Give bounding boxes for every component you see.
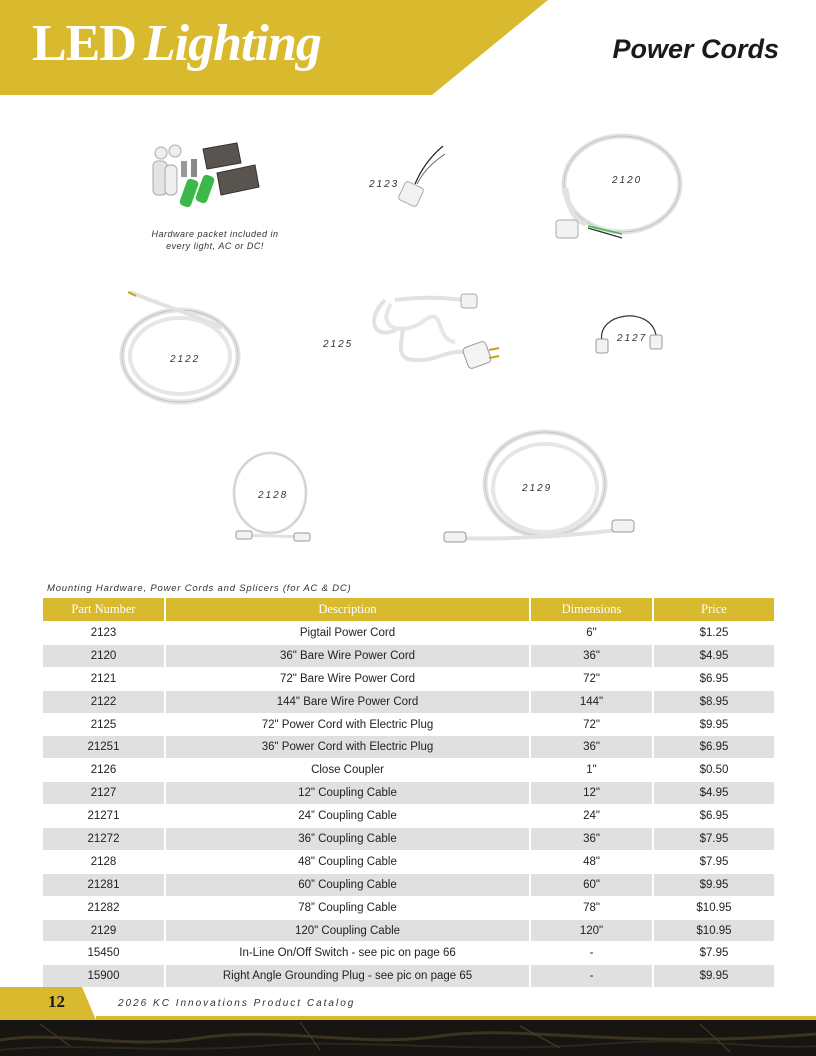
price-cell: $10.95 [653, 919, 774, 942]
part-number-cell: 2129 [43, 919, 165, 942]
product-2122-image [118, 290, 243, 410]
table-row [43, 942, 774, 965]
dimensions-cell: 60" [530, 873, 653, 896]
part-number-cell: 21272 [43, 828, 165, 851]
brand-logo [32, 14, 321, 74]
description-cell: 48" Coupling Cable [165, 850, 530, 873]
dimensions-cell: 36" [530, 736, 653, 759]
table-row [43, 805, 774, 828]
label-2128: 2128 [258, 490, 289, 501]
part-number-cell: 21251 [43, 736, 165, 759]
dimensions-cell: 12" [530, 782, 653, 805]
price-cell: $9.95 [653, 713, 774, 736]
price-cell: $7.95 [653, 850, 774, 873]
table-caption: Mounting Hardware, Power Cords and Splicers (for AC & DC) [47, 583, 352, 594]
label-2129: 2129 [522, 483, 553, 494]
part-number-cell: 21282 [43, 896, 165, 919]
product-2123-image [395, 140, 455, 210]
catalog-title: 2026 KC Innovations Product Catalog [118, 998, 356, 1009]
table-header-row [43, 598, 774, 622]
price-cell: $10.95 [653, 896, 774, 919]
price-cell: $9.95 [653, 873, 774, 896]
table-row [43, 965, 774, 987]
description-cell: 120" Coupling Cable [165, 919, 530, 942]
dimensions-cell: 24" [530, 805, 653, 828]
description-cell: Pigtail Power Cord [165, 622, 530, 645]
brand-word-lighting: Lighting [143, 15, 321, 72]
label-2125: 2125 [323, 339, 354, 350]
parts-table [43, 598, 774, 987]
table-row [43, 759, 774, 782]
description-cell: 12" Coupling Cable [165, 782, 530, 805]
table-row [43, 919, 774, 942]
description-cell: 60” Coupling Cable [165, 873, 530, 896]
description-cell: 72" Bare Wire Power Cord [165, 667, 530, 690]
page-title: Power Cords [612, 34, 779, 64]
dimensions-cell: - [530, 965, 653, 987]
part-number-cell: 2120 [43, 644, 165, 667]
table-row [43, 690, 774, 713]
part-number-cell: 2126 [43, 759, 165, 782]
table-row [43, 828, 774, 851]
label-2127: 2127 [617, 333, 648, 344]
part-number-cell: 2127 [43, 782, 165, 805]
part-number-cell: 2123 [43, 622, 165, 645]
price-cell: $4.95 [653, 644, 774, 667]
part-number-cell: 2122 [43, 690, 165, 713]
price-cell: $0.50 [653, 759, 774, 782]
part-number-cell: 2128 [43, 850, 165, 873]
part-number-cell: 2121 [43, 667, 165, 690]
dimensions-cell: 78" [530, 896, 653, 919]
label-2123: 2123 [369, 179, 400, 190]
product-2120-image [552, 128, 687, 248]
price-cell: $1.25 [653, 622, 774, 645]
dimensions-cell: 120" [530, 919, 653, 942]
description-cell: 78” Coupling Cable [165, 896, 530, 919]
price-cell: $4.95 [653, 782, 774, 805]
description-cell: Right Angle Grounding Plug - see pic on page 65 [165, 965, 530, 987]
hardware-caption: Hardware packet included in every light, AC or DC! [151, 229, 279, 251]
decorative-bottom-strip [0, 1020, 816, 1056]
dimensions-cell: 1" [530, 759, 653, 782]
part-number-cell: 21281 [43, 873, 165, 896]
part-number-cell: 2125 [43, 713, 165, 736]
header-dimensions: Dimensions [530, 598, 653, 622]
dimensions-cell: 72" [530, 667, 653, 690]
table-row [43, 667, 774, 690]
table-row [43, 850, 774, 873]
table-row [43, 873, 774, 896]
dimensions-cell: 48" [530, 850, 653, 873]
description-cell: 24” Coupling Cable [165, 805, 530, 828]
price-cell: $6.95 [653, 667, 774, 690]
part-number-cell: 21271 [43, 805, 165, 828]
label-2120: 2120 [612, 175, 643, 186]
table-row [43, 736, 774, 759]
header-description: Description [165, 598, 530, 622]
part-number-cell: 15450 [43, 942, 165, 965]
price-cell: $7.95 [653, 828, 774, 851]
part-number-cell: 15900 [43, 965, 165, 987]
table-row [43, 782, 774, 805]
description-cell: 36" Power Cord with Electric Plug [165, 736, 530, 759]
product-2125-image [355, 290, 510, 380]
table-row [43, 896, 774, 919]
price-cell: $6.95 [653, 805, 774, 828]
table-row [43, 713, 774, 736]
dimensions-cell: - [530, 942, 653, 965]
price-cell: $9.95 [653, 965, 774, 987]
header-price: Price [653, 598, 774, 622]
dimensions-cell: 36" [530, 828, 653, 851]
table-row [43, 644, 774, 667]
dimensions-cell: 72" [530, 713, 653, 736]
header-part-number: Part Number [43, 598, 165, 622]
description-cell: 144" Bare Wire Power Cord [165, 690, 530, 713]
price-cell: $7.95 [653, 942, 774, 965]
price-cell: $6.95 [653, 736, 774, 759]
dimensions-cell: 36" [530, 644, 653, 667]
hardware-packet-image [145, 135, 275, 225]
dimensions-cell: 6" [530, 622, 653, 645]
label-2122: 2122 [170, 354, 201, 365]
dimensions-cell: 144" [530, 690, 653, 713]
page-number: 12 [48, 992, 65, 1011]
description-cell: In-Line On/Off Switch - see pic on page 66 [165, 942, 530, 965]
description-cell: 36" Bare Wire Power Cord [165, 644, 530, 667]
description-cell: Close Coupler [165, 759, 530, 782]
table-row [43, 622, 774, 645]
price-cell: $8.95 [653, 690, 774, 713]
description-cell: 72" Power Cord with Electric Plug [165, 713, 530, 736]
description-cell: 36” Coupling Cable [165, 828, 530, 851]
brand-word-led: LED [32, 15, 136, 72]
